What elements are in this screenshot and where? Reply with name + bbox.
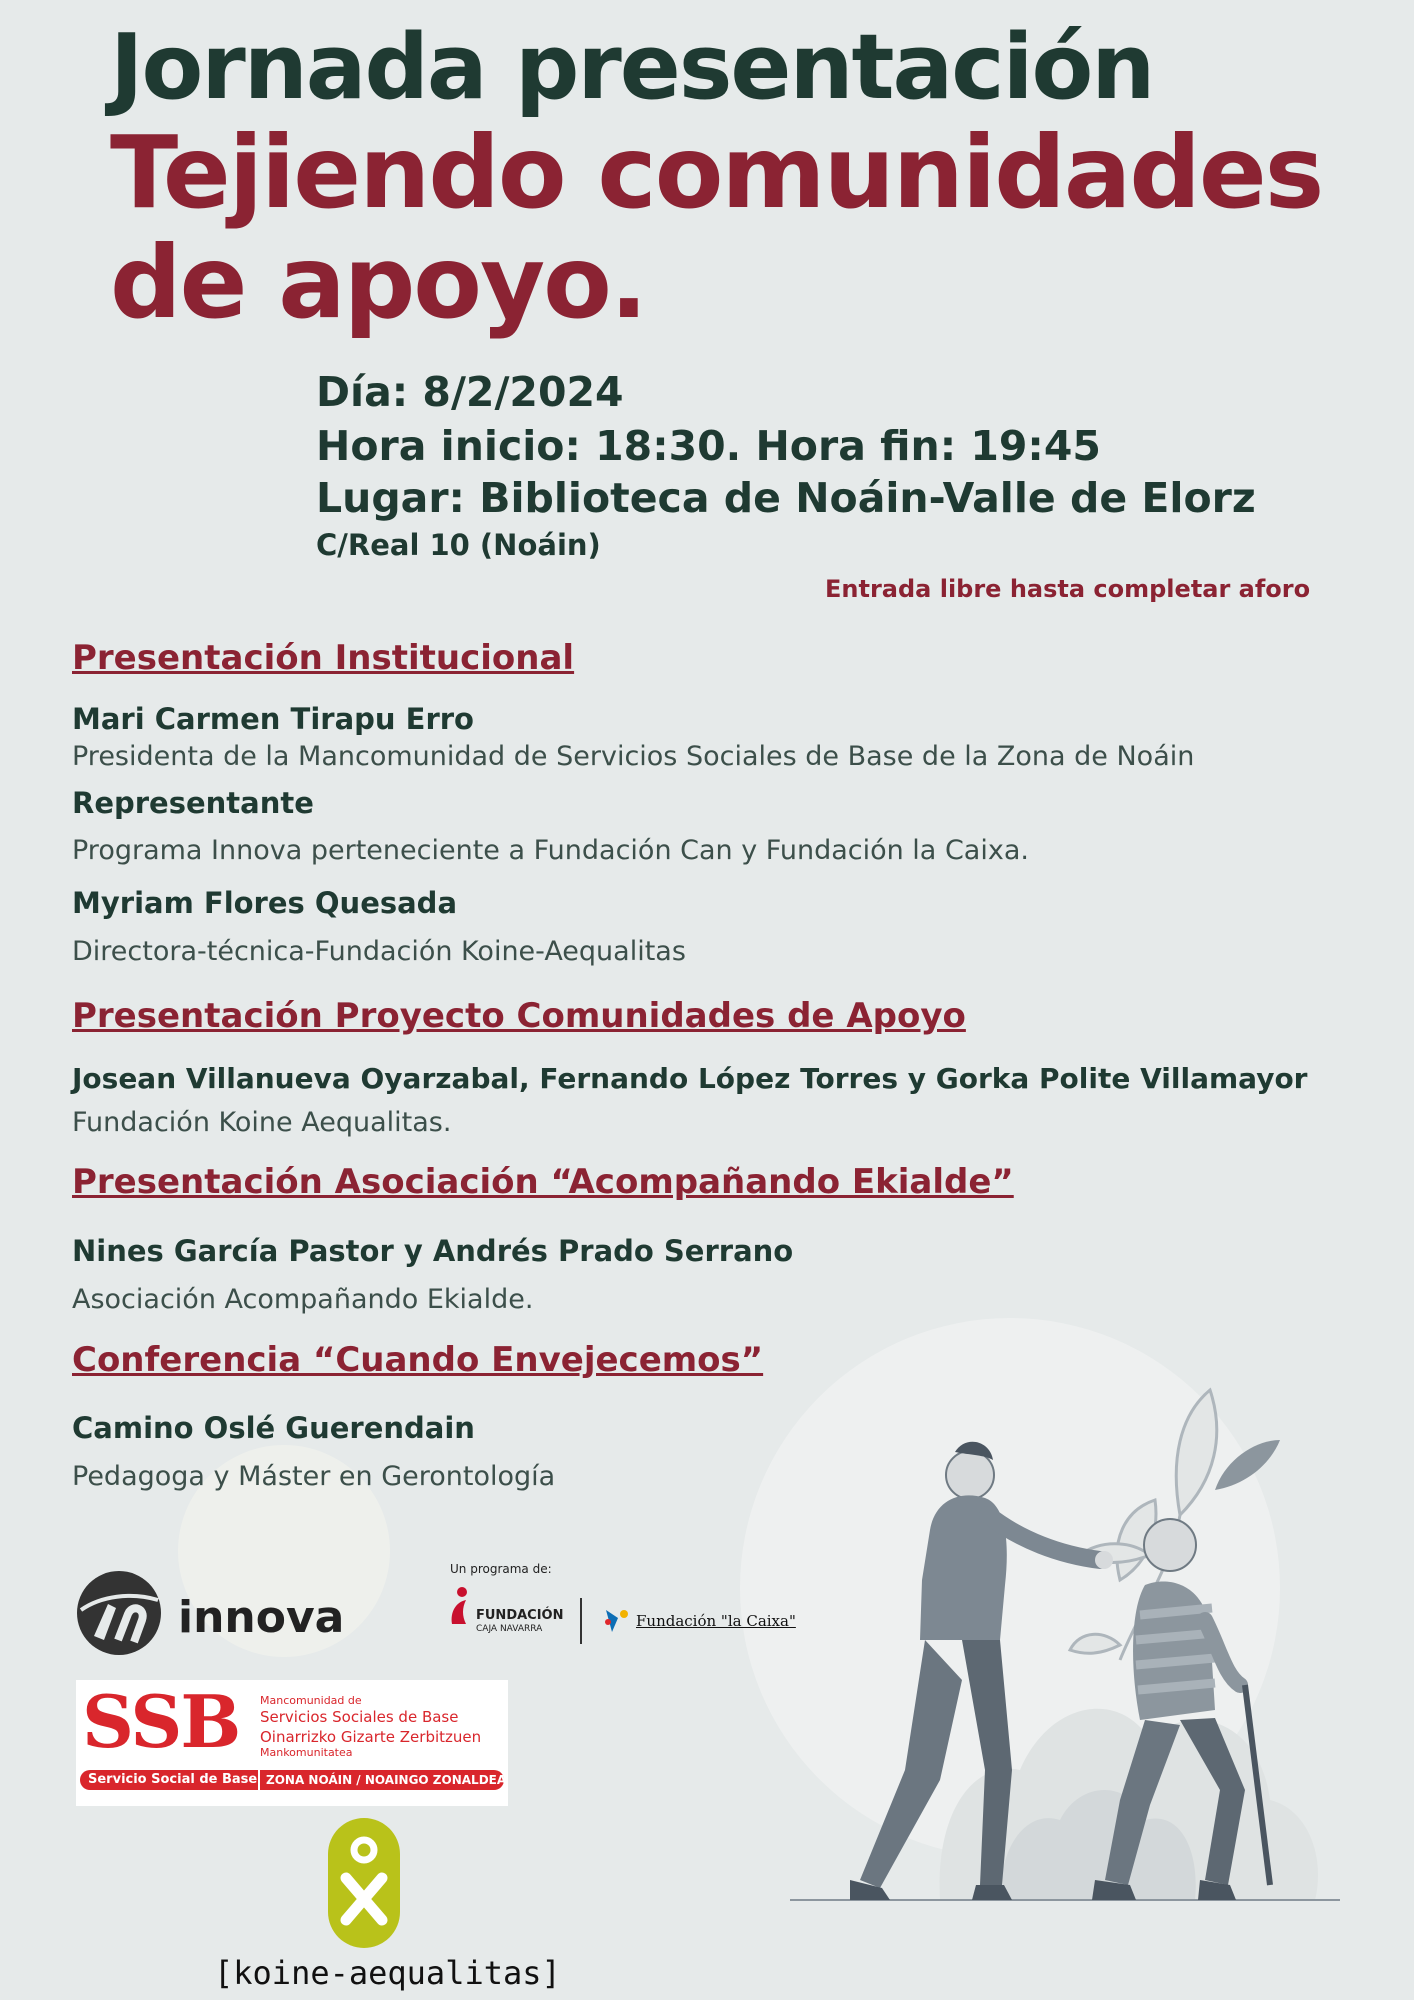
logo-divider — [580, 1598, 582, 1644]
fundacion-can-icon — [448, 1586, 472, 1626]
ssb-logo — [76, 1680, 508, 1806]
ssb-bar-left-text: Servicio Social de Base — [88, 1772, 258, 1787]
ssb-bar-separator — [258, 1770, 260, 1790]
fundacion-can-text: FUNDACIÓN — [476, 1608, 564, 1623]
person-desc: Asociación Acompañando Ekialde. — [72, 1284, 534, 1315]
ssb-text-3: Oinarrizko Gizarte Zerbitzuen — [260, 1728, 482, 1746]
ssb-text-2: Servicios Sociales de Base — [260, 1708, 459, 1726]
title-line-1: Jornada presentación — [110, 15, 1154, 120]
innova-logo-icon — [76, 1570, 162, 1656]
person-name: Mari Carmen Tirapu Erro — [72, 702, 474, 736]
event-address: C/Real 10 (Noáin) — [316, 528, 601, 562]
person-name: Nines García Pastor y Andrés Prado Serrano — [72, 1234, 794, 1268]
free-entry-note: Entrada libre hasta completar aforo — [825, 575, 1311, 603]
person-name: Myriam Flores Quesada — [72, 886, 458, 920]
ssb-logo-letters: SSB — [82, 1679, 240, 1764]
person-desc: Pedagoga y Máster en Gerontología — [72, 1461, 556, 1492]
ssb-text-1: Mancomunidad de — [260, 1694, 362, 1707]
person-name: Josean Villanueva Oyarzabal, Fernando López Torres y Gorka Polite Villamayor — [72, 1062, 1308, 1095]
event-time: Hora inicio: 18:30. Hora fin: 19:45 — [316, 422, 1101, 470]
person-name: Camino Oslé Guerendain — [72, 1411, 475, 1445]
ssb-text-4: Mankomunitatea — [260, 1746, 353, 1759]
event-place: Lugar: Biblioteca de Noáin-Valle de Elorz — [316, 474, 1256, 522]
ssb-bar-right-text: ZONA NOÁIN / NOAINGO ZONALDEA — [266, 1773, 507, 1787]
person-desc: Fundación Koine Aequalitas. — [72, 1107, 452, 1138]
innova-logo-text: innova — [178, 1592, 345, 1643]
person-desc: Directora-técnica-Fundación Koine-Aequalitas — [72, 936, 686, 967]
person-name: Representante — [72, 786, 314, 820]
la-caixa-star-icon — [602, 1608, 632, 1634]
section-title-institucional: Presentación Institucional — [72, 638, 575, 678]
la-caixa-text: Fundación "la Caixa" — [636, 1612, 796, 1630]
koine-logo-icon — [324, 1816, 404, 1950]
event-date: Día: 8/2/2024 — [316, 368, 624, 416]
section-title-proyecto: Presentación Proyecto Comunidades de Apoyo — [72, 996, 966, 1036]
title-line-2: Tejiendo comunidades de apoyo. — [110, 114, 1323, 341]
person-desc: Presidenta de la Mancomunidad de Servicios Sociales de Base de la Zona de Noáin — [72, 741, 1195, 772]
caja-navarra-text: CAJA NAVARRA — [476, 1624, 543, 1634]
person-desc: Programa Innova perteneciente a Fundación Can y Fundación la Caixa. — [72, 835, 1029, 866]
program-label: Un programa de: — [450, 1562, 552, 1576]
section-title-asociacion: Presentación Asociación “Acompañando Ekialde” — [72, 1162, 1014, 1202]
koine-logo-text: [koine-aequalitas] — [214, 1954, 561, 1992]
section-title-conferencia: Conferencia “Cuando Envejecemos” — [72, 1340, 764, 1380]
caregiver-elderly-illustration — [700, 1340, 1340, 1920]
